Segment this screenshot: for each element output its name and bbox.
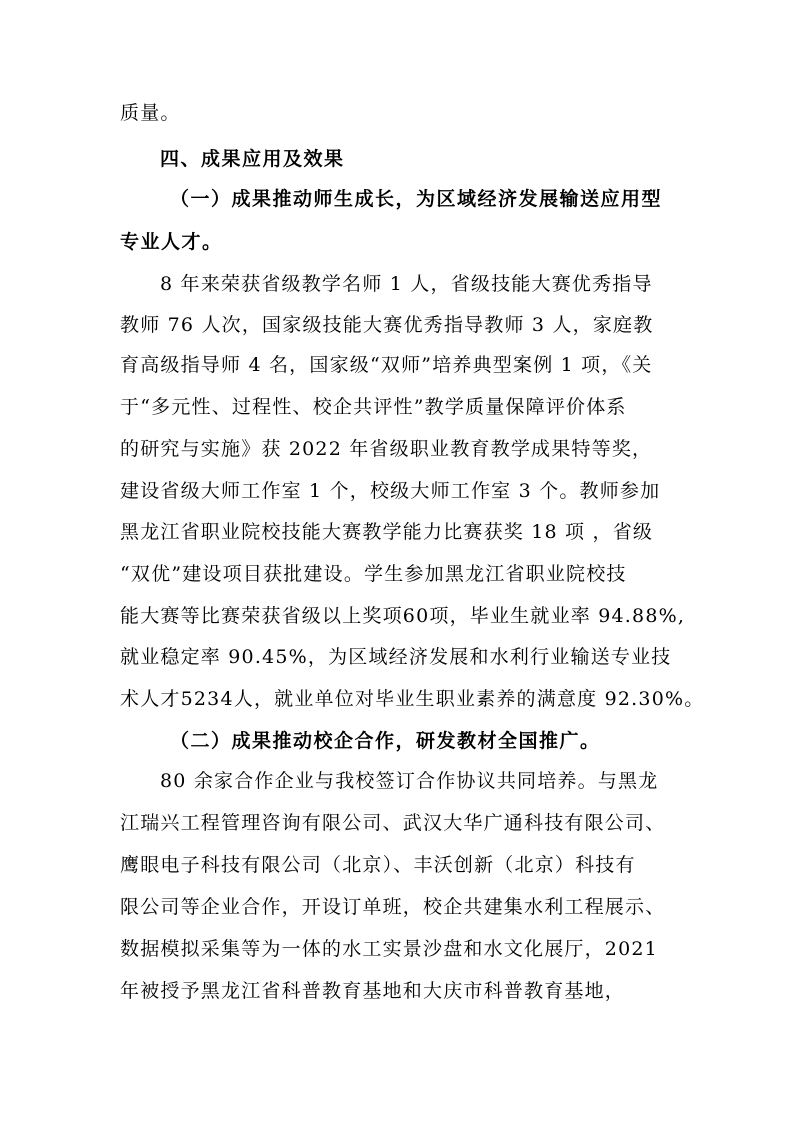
paragraph-line: 就业稳定率 90.45%，为区域经济发展和水利行业输送专业技 [120, 646, 672, 668]
paragraph-line: 年被授予黑龙江省科普教育基地和大庆市科普教育基地， [120, 980, 626, 1002]
paragraph-line: 的研究与实施》获 2022 年省级职业教育教学成果特等奖， [120, 438, 653, 460]
section-heading: 四、成果应用及效果 [160, 148, 345, 170]
subsection-heading-continued: 专业人才。 [120, 231, 223, 253]
paragraph-line: 8 年来荣获省级教学名师 1 人，省级技能大赛优秀指导 [160, 273, 653, 295]
paragraph-line: 数据模拟采集等为一体的水工实景沙盘和水文化展厅，2021 [120, 938, 658, 960]
paragraph-line: 教师 76 人次，国家级技能大赛优秀指导教师 3 人，家庭教 [120, 314, 654, 336]
paragraph-line: 鹰眼电子科技有限公司（北京）、丰沃创新（北京）科技有 [120, 854, 636, 876]
paragraph-line: 术人才5234人，就业单位对毕业生职业素养的满意度 92.30%。 [120, 688, 705, 710]
paragraph-line: 质量。 [120, 102, 181, 124]
paragraph-line: 育高级指导师 4 名，国家级“双师”培养典型案例 1 项，《关 [120, 354, 653, 376]
subsection-heading: （一）成果推动师生成长，为区域经济发展输送应用型 [170, 188, 663, 210]
paragraph-line: 能大赛等比赛荣获省级以上奖项60项，毕业生就业率 94.88%, [120, 605, 686, 627]
subsection-heading: （二）成果推动校企合作，研发教材全国推广。 [170, 730, 601, 752]
paragraph-line: “双优”建设项目获批建设。学生参加黑龙江省职业院校技 [120, 563, 627, 585]
paragraph-line: 黑龙江省职业院校技能大赛教学能力比赛获奖 18 项 ，省级 [120, 521, 654, 543]
paragraph-line: 限公司等企业合作，开设订单班，校企共建集水利工程展示、 [120, 896, 666, 918]
paragraph-line: 80 余家合作企业与我校签订合作协议共同培养。与黑龙 [160, 770, 659, 792]
paragraph-line: 江瑞兴工程管理咨询有限公司、武汉大华广通科技有限公司、 [120, 812, 666, 834]
paragraph-line: 建设省级大师工作室 1 个，校级大师工作室 3 个。教师参加 [120, 480, 661, 502]
paragraph-line: 于“多元性、过程性、校企共评性”教学质量保障评价体系 [120, 396, 627, 418]
